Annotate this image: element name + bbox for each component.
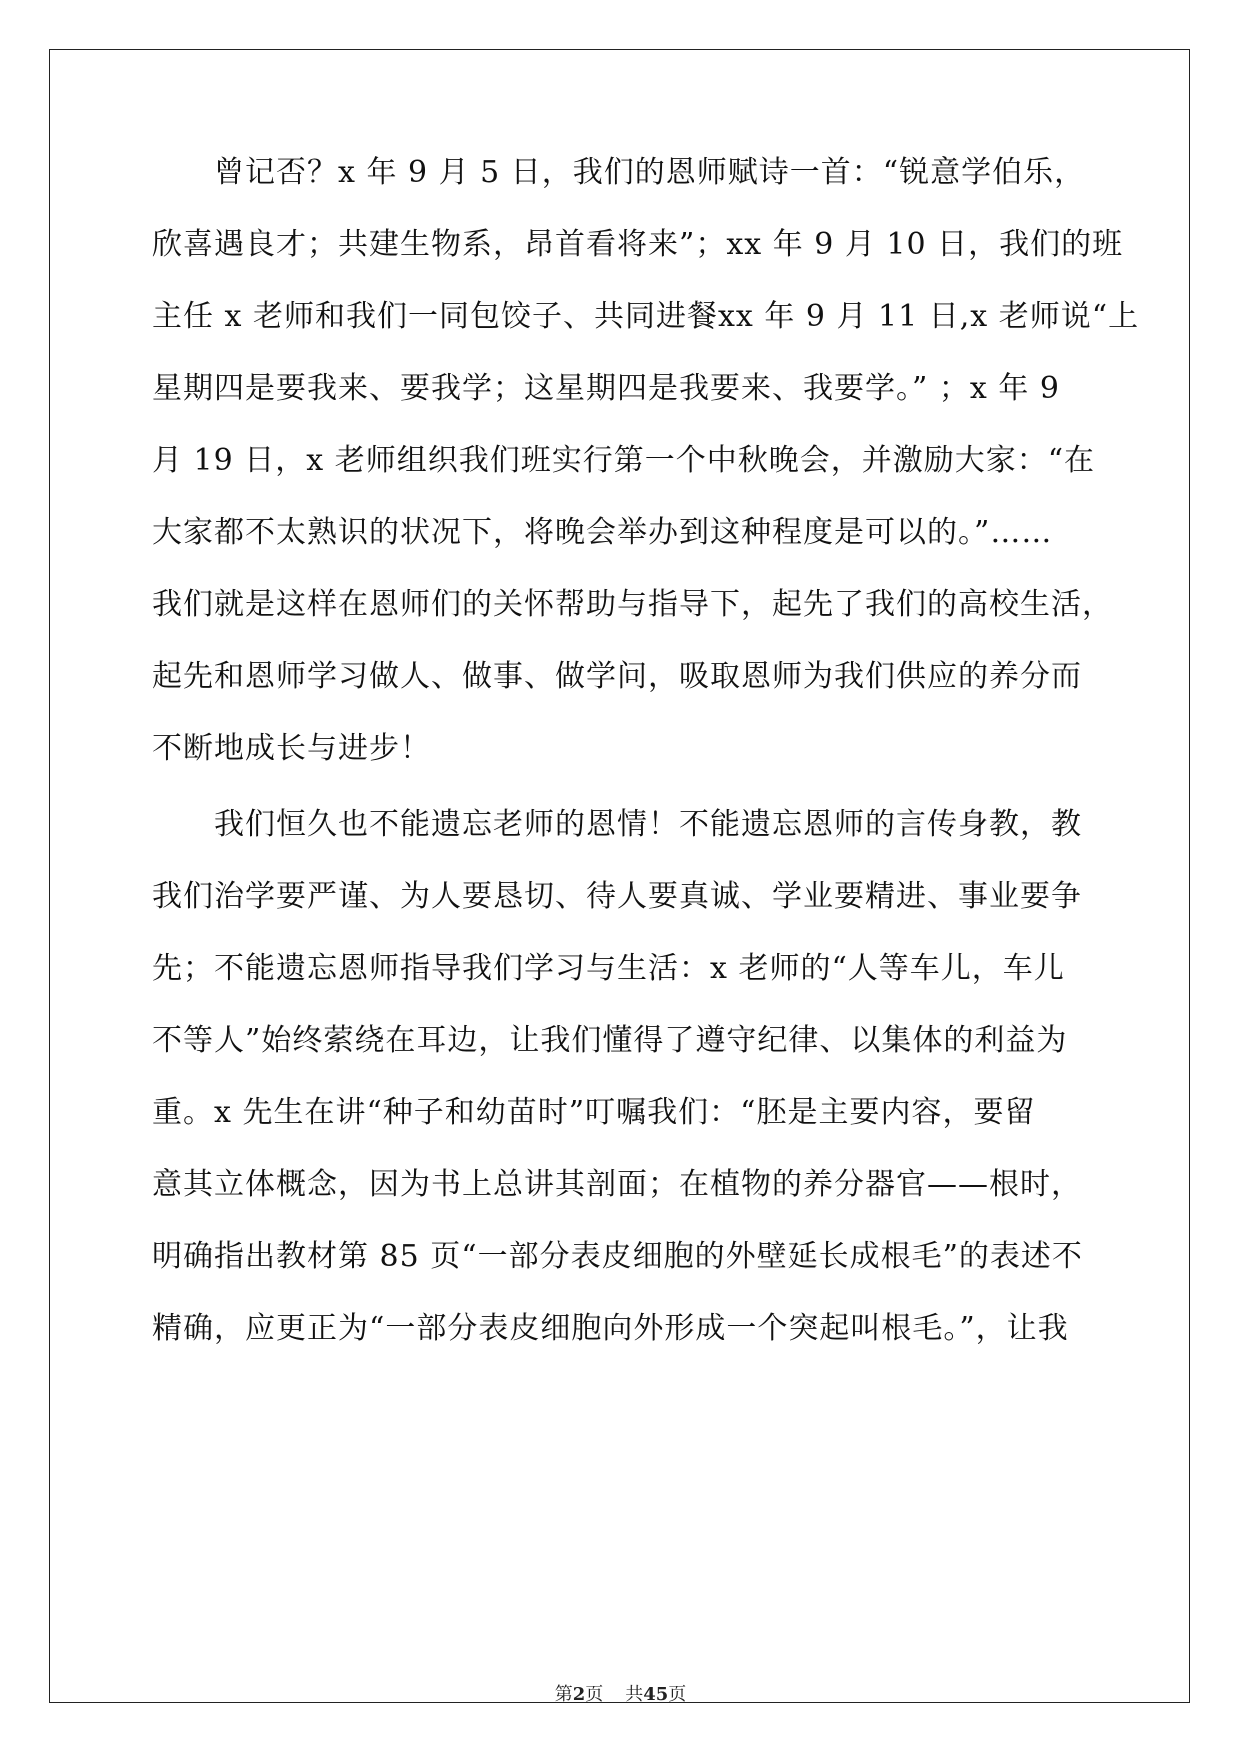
paragraph-1-line-5: 月 19 日，x 老师组织我们班实行第一个中秋晚会，并激励大家：“在 (152, 443, 1096, 478)
paragraph-1-line-6: 大家都不太熟识的状况下，将晚会举办到这种程度是可以的。”…… (152, 515, 1053, 550)
page-number: 2 (572, 1684, 586, 1705)
paragraph-1-line-9: 不断地成长与进步！ (152, 731, 431, 766)
paragraph-1-line-2: 欣喜遇良才；共建生物系，昂首看将来”；xx 年 9 月 10 日，我们的班 (152, 227, 1124, 262)
paragraph-2-line-5: 重。x 先生在讲“种子和幼苗时”叮嘱我们：“胚是主要内容，要留 (152, 1095, 1036, 1130)
paragraph-1-line-8: 起先和恩师学习做人、做事、做学问，吸取恩师为我们供应的养分而 (152, 659, 1082, 694)
paragraph-2-line-6: 意其立体概念，因为书上总讲其剖面；在植物的养分器官——根时， (152, 1167, 1082, 1202)
total-prefix: 共 (625, 1684, 644, 1705)
total-suffix: 页 (668, 1684, 687, 1705)
paragraph-1-line-3: 主任 x 老师和我们一同包饺子、共同进餐xx 年 9 月 11 日,x 老师说“上 (152, 299, 1140, 334)
paragraph-2-line-2: 我们治学要严谨、为人要恳切、待人要真诚、学业要精进、事业要争 (152, 879, 1082, 914)
paragraph-2-line-8: 精确，应更正为“一部分表皮细胞向外形成一个突起叫根毛。”，让我 (152, 1311, 1069, 1346)
page-footer (0, 1684, 1241, 1706)
paragraph-1-line-4: 星期四是要我来、要我学；这星期四是我要来、我要学。” ；x 年 9 (152, 371, 1060, 406)
total-pages: 45 (643, 1684, 669, 1705)
paragraph-2-line-7: 明确指出教材第 85 页“一部分表皮细胞的外壁延长成根毛”的表述不 (152, 1239, 1083, 1274)
paragraph-2-line-1: 我们恒久也不能遗忘老师的恩情！不能遗忘恩师的言传身教，教 (214, 807, 1082, 842)
page-prefix: 第 (554, 1684, 573, 1705)
paragraph-2-line-4: 不等人”始终萦绕在耳边，让我们懂得了遵守纪律、以集体的利益为 (152, 1023, 1068, 1058)
paragraph-1-line-1: 曾记否？x 年 9 月 5 日，我们的恩师赋诗一首：“锐意学伯乐， (214, 155, 1086, 190)
paragraph-2-line-3: 先；不能遗忘恩师指导我们学习与生活：x 老师的“人等车儿，车儿 (152, 951, 1065, 986)
page-suffix: 页 (585, 1684, 604, 1705)
paragraph-1-line-7: 我们就是这样在恩师们的关怀帮助与指导下，起先了我们的高校生活， (152, 587, 1113, 622)
